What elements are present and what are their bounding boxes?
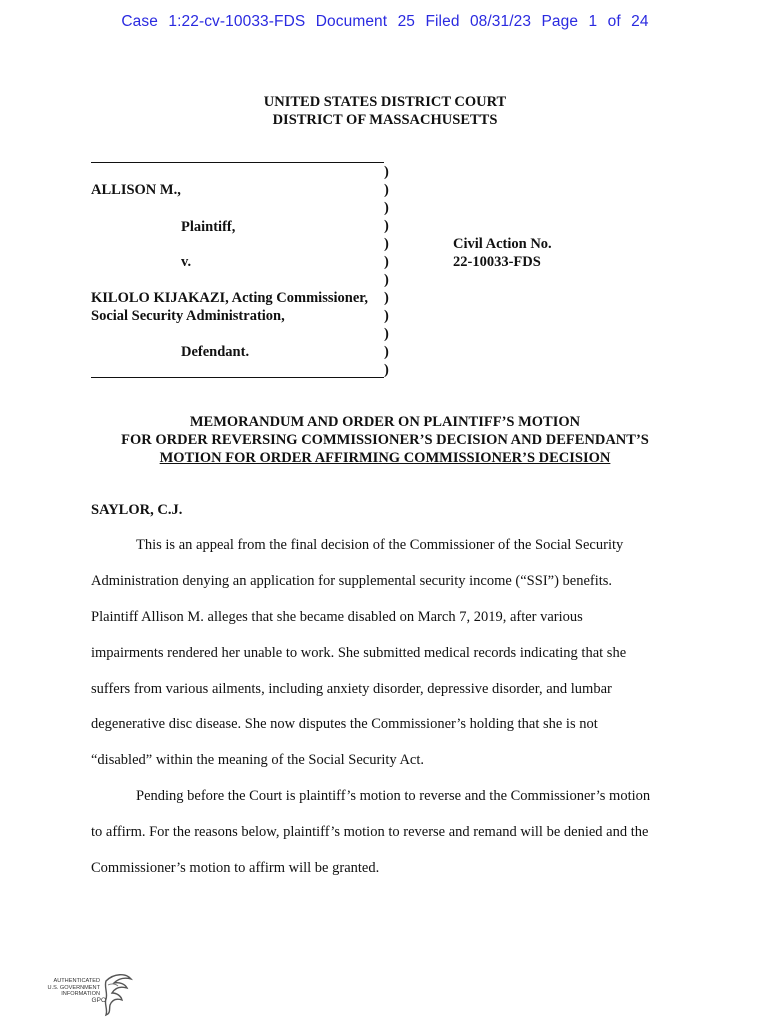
body-line: impairments rendered her unable to work. She submitted medical records indicating that she xyxy=(91,645,627,661)
caption-paren: ) xyxy=(384,236,389,252)
caption-paren: ) xyxy=(384,308,389,324)
body-line: Pending before the Court is plaintiff’s motion to reverse and the Commissioner’s motion xyxy=(136,788,651,804)
body-line: This is an appeal from the final decision of the Commissioner of the Social Security xyxy=(136,537,624,553)
body-line: suffers from various ailments, including anxiety disorder, depressive disorder, and lumbar xyxy=(91,681,612,697)
civil-action-label: Civil Action No. xyxy=(453,236,552,252)
seal-text: INFORMATION xyxy=(61,991,100,998)
defendant-name: KILOLO KIJAKAZI, Acting Commissioner, xyxy=(91,290,369,306)
caption-paren: ) xyxy=(384,344,389,360)
caption-paren: ) xyxy=(384,290,389,306)
caption-bottom-rule xyxy=(91,377,384,378)
plaintiff-label: Plaintiff, xyxy=(181,219,236,235)
civil-action-number: 22-10033-FDS xyxy=(453,254,541,270)
case-header-stamp: Case 1:22-cv-10033-FDS Document 25 Filed 08/31/23 Page 1 of 24 xyxy=(121,13,649,30)
body-line: Plaintiff Allison M. alleges that she became disabled on March 7, 2019, after various xyxy=(91,609,583,625)
caption-paren: ) xyxy=(384,272,389,288)
plaintiff-name: ALLISON M., xyxy=(91,182,181,198)
memo-title-line3: MOTION FOR ORDER AFFIRMING COMMISSIONER’S DECISION xyxy=(159,450,611,466)
caption-top-rule xyxy=(91,162,384,163)
court-name: UNITED STATES DISTRICT COURT xyxy=(263,94,507,110)
caption-paren: ) xyxy=(384,164,389,180)
caption-paren: ) xyxy=(384,182,389,198)
court-district: DISTRICT OF MASSACHUSETTS xyxy=(272,112,498,128)
body-line: “disabled” within the meaning of the Social Security Act. xyxy=(91,752,425,768)
memo-title-line2: FOR ORDER REVERSING COMMISSIONER’S DECISION AND DEFENDANT’S xyxy=(121,432,649,448)
seal-text: AUTHENTICATED xyxy=(53,978,100,984)
body-line: Commissioner’s motion to affirm will be granted. xyxy=(91,860,380,876)
caption-paren: ) xyxy=(384,254,389,270)
gpo-authentication-seal xyxy=(44,971,134,1017)
memo-title-line1: MEMORANDUM AND ORDER ON PLAINTIFF’S MOTION xyxy=(189,414,581,430)
caption-paren: ) xyxy=(384,326,389,342)
caption-paren: ) xyxy=(384,362,389,378)
caption-paren: ) xyxy=(384,200,389,216)
body-line: Administration denying an application for supplemental security income (“SSI”) benefits. xyxy=(91,573,613,589)
eagle-icon xyxy=(100,971,134,1017)
seal-gpo-text: GPO xyxy=(91,997,106,1004)
defendant-label: Defendant. xyxy=(181,344,250,360)
versus-label: v. xyxy=(181,254,192,270)
defendant-agency: Social Security Administration, xyxy=(91,308,285,324)
judge-author: SAYLOR, C.J. xyxy=(91,502,183,518)
caption-paren: ) xyxy=(384,218,389,234)
body-line: degenerative disc disease. She now disputes the Commissioner’s holding that she is not xyxy=(91,716,598,732)
seal-text: U.S. GOVERNMENT xyxy=(47,984,100,991)
body-line: to affirm. For the reasons below, plaintiff’s motion to reverse and remand will be denied and the xyxy=(91,824,649,840)
